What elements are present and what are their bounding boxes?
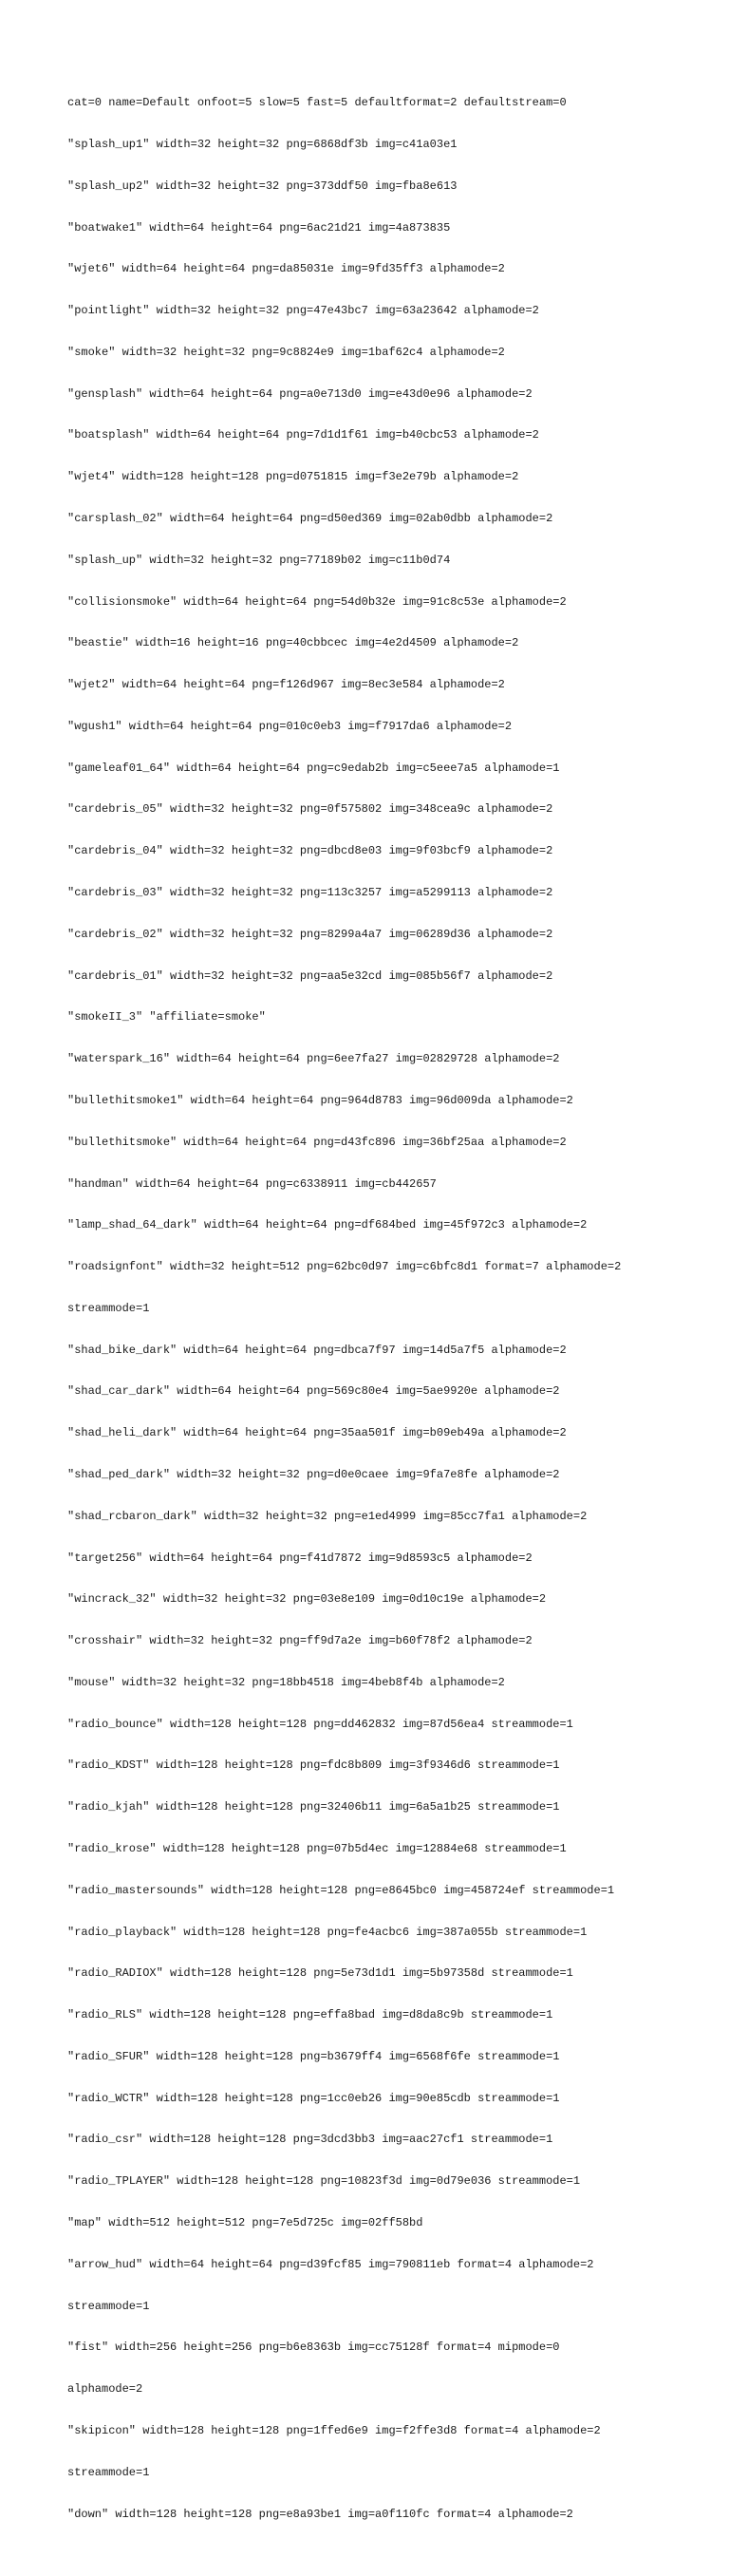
text-line: "wgush1" width=64 height=64 png=010c0eb3 img=f7917da6 alphamode=2 <box>67 719 513 733</box>
text-line: "map" width=512 height=512 png=7e5d725c img=02ff58bd <box>67 2216 423 2230</box>
text-line: streammode=1 <box>67 2299 150 2313</box>
text-line: "target256" width=64 height=64 png=f41d7872 img=9d8593c5 alphamode=2 <box>67 1551 533 1565</box>
text-line: "beastie" width=16 height=16 png=40cbbcec img=4e2d4509 alphamode=2 <box>67 636 519 650</box>
text-line: "carsplash_02" width=64 height=64 png=d50ed369 img=02ab0dbb alphamode=2 <box>67 512 553 525</box>
text-line: "crosshair" width=32 height=32 png=ff9d7a2e img=b60f78f2 alphamode=2 <box>67 1634 533 1648</box>
text-line: "bullethitsmoke1" width=64 height=64 png=964d8783 img=96d009da alphamode=2 <box>67 1093 573 1107</box>
text-line: "radio_TPLAYER" width=128 height=128 png=10823f3d img=0d79e036 streammode=1 <box>67 2174 581 2189</box>
text-line: "cardebris_01" width=32 height=32 png=aa5e32cd img=085b56f7 alphamode=2 <box>67 968 553 983</box>
text-line: "boatsplash" width=64 height=64 png=7d1d1f61 img=b40cbc53 alphamode=2 <box>67 428 539 442</box>
text-line: "radio_WCTR" width=128 height=128 png=1cc0eb26 img=90e85cdb streammode=1 <box>67 2091 560 2105</box>
text-line: "arrow_hud" width=64 height=64 png=d39fcf85 img=790811eb format=4 alphamode=2 <box>67 2257 594 2271</box>
text-line: "collisionsmoke" width=64 height=64 png=54d0b32e img=91c8c53e alphamode=2 <box>67 594 567 609</box>
text-line: "cardebris_03" width=32 height=32 png=113c3257 img=a5299113 alphamode=2 <box>67 886 553 900</box>
text-line: "radio_krose" width=128 height=128 png=07b5d4ec img=12884e68 streammode=1 <box>67 1842 567 1855</box>
text-line: "cardebris_05" width=32 height=32 png=0f575802 img=348cea9c alphamode=2 <box>67 802 553 817</box>
text-line: "radio_bounce" width=128 height=128 png=dd462832 img=87d56ea4 streammode=1 <box>67 1717 573 1731</box>
text-line: "radio_csr" width=128 height=128 png=3dcd3bb3 img=aac27cf1 streammode=1 <box>67 2133 553 2147</box>
text-line: "radio_mastersounds" width=128 height=128 png=e8645bc0 img=458724ef streammode=1 <box>67 1883 615 1897</box>
text-line: streammode=1 <box>67 1301 150 1315</box>
text-line: streammode=1 <box>67 2465 150 2479</box>
text-line: "splash_up" width=32 height=32 png=77189b02 img=c11b0d74 <box>67 553 451 567</box>
text-line: "splash_up2" width=32 height=32 png=373ddf50 img=fba8e613 <box>67 179 458 193</box>
text-line: "shad_rcbaron_dark" width=32 height=32 png=e1ed4999 img=85cc7fa1 alphamode=2 <box>67 1509 588 1523</box>
text-line: "smokeII_3" "affiliate=smoke" <box>67 1010 266 1025</box>
text-line: "gensplash" width=64 height=64 png=a0e713d0 img=e43d0e96 alphamode=2 <box>67 386 533 401</box>
text-line: "shad_heli_dark" width=64 height=64 png=35aa501f img=b09eb49a alphamode=2 <box>67 1426 567 1440</box>
text-line: "cardebris_04" width=32 height=32 png=dbcd8e03 img=9f03bcf9 alphamode=2 <box>67 844 553 858</box>
text-line: "handman" width=64 height=64 png=c6338911 img=cb442657 <box>67 1176 437 1191</box>
text-line: "radio_RLS" width=128 height=128 png=effa8bad img=d8da8c9b streammode=1 <box>67 2008 553 2022</box>
text-line: "splash_up1" width=32 height=32 png=6868df3b img=c41a03e1 <box>67 137 458 151</box>
text-line: "wjet6" width=64 height=64 png=da85031e img=9fd35ff3 alphamode=2 <box>67 262 505 276</box>
text-line: "pointlight" width=32 height=32 png=47e43bc7 img=63a23642 alphamode=2 <box>67 304 539 318</box>
text-line: "mouse" width=32 height=32 png=18bb4518 img=4beb8f4b alphamode=2 <box>67 1675 505 1689</box>
text-line: "radio_playback" width=128 height=128 png=fe4acbc6 img=387a055b streammode=1 <box>67 1925 588 1939</box>
text-line: "wjet2" width=64 height=64 png=f126d967 img=8ec3e584 alphamode=2 <box>67 678 505 692</box>
text-line: "bullethitsmoke" width=64 height=64 png=d43fc896 img=36bf25aa alphamode=2 <box>67 1135 567 1149</box>
text-line: alphamode=2 <box>67 2382 143 2397</box>
text-line: "fist" width=256 height=256 png=b6e8363b img=cc75128f format=4 mipmode=0 <box>67 2341 560 2355</box>
text-line: "roadsignfont" width=32 height=512 png=62bc0d97 img=c6bfc8d1 format=7 alphamode=2 <box>67 1260 622 1274</box>
text-line: "radio_SFUR" width=128 height=128 png=b3679ff4 img=6568f6fe streammode=1 <box>67 2049 560 2063</box>
text-line: "radio_RADIOX" width=128 height=128 png=5e73d1d1 img=5b97358d streammode=1 <box>67 1966 573 1981</box>
text-line: "shad_car_dark" width=64 height=64 png=569c80e4 img=5ae9920e alphamode=2 <box>67 1384 560 1399</box>
text-line: "gameleaf01_64" width=64 height=64 png=c9edab2b img=c5eee7a5 alphamode=1 <box>67 761 560 775</box>
text-line: "shad_ped_dark" width=32 height=32 png=d0e0caee img=9fa7e8fe alphamode=2 <box>67 1467 560 1481</box>
text-line: "down" width=128 height=128 png=e8a93be1 img=a0f110fc format=4 alphamode=2 <box>67 2507 573 2521</box>
text-line <box>67 2548 684 2563</box>
text-line: "skipicon" width=128 height=128 png=1ffed6e9 img=f2ffe3d8 format=4 alphamode=2 <box>67 2423 601 2437</box>
text-line: "cardebris_02" width=32 height=32 png=8299a4a7 img=06289d36 alphamode=2 <box>67 927 553 941</box>
text-line: "wjet4" width=128 height=128 png=d0751815 img=f3e2e79b alphamode=2 <box>67 470 519 484</box>
text-line: "waterspark_16" width=64 height=64 png=6ee7fa27 img=02829728 alphamode=2 <box>67 1052 560 1066</box>
text-line: "lamp_shad_64_dark" width=64 height=64 png=df684bed img=45f972c3 alphamode=2 <box>67 1218 588 1232</box>
document-text <box>67 68 684 2576</box>
text-line: cat=0 name=Default onfoot=5 slow=5 fast=5 defaultformat=2 defaultstream=0 <box>67 96 567 110</box>
text-line: "radio_KDST" width=128 height=128 png=fdc8b809 img=3f9346d6 streammode=1 <box>67 1758 560 1773</box>
text-line: "radio_kjah" width=128 height=128 png=32406b11 img=6a5a1b25 streammode=1 <box>67 1800 560 1814</box>
text-line: "wincrack_32" width=32 height=32 png=03e8e109 img=0d10c19e alphamode=2 <box>67 1592 547 1607</box>
text-line: "boatwake1" width=64 height=64 png=6ac21d21 img=4a873835 <box>67 220 451 235</box>
text-line: "smoke" width=32 height=32 png=9c8824e9 img=1baf62c4 alphamode=2 <box>67 345 505 359</box>
text-line: "shad_bike_dark" width=64 height=64 png=dbca7f97 img=14d5a7f5 alphamode=2 <box>67 1343 567 1357</box>
